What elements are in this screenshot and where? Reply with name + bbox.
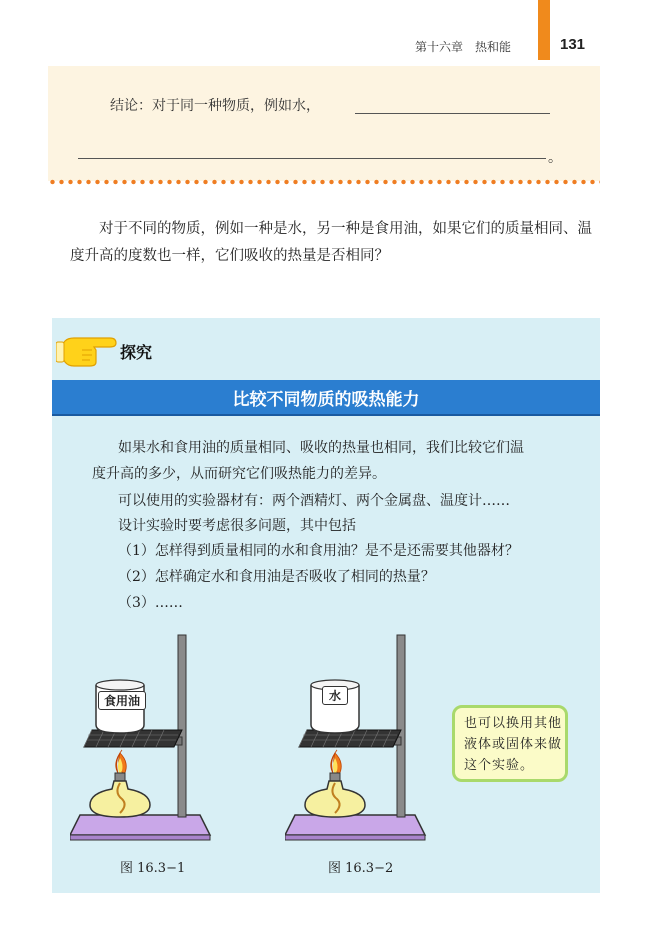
dotted-divider: [48, 178, 600, 186]
question-1: （1）怎样得到质量相同的水和食用油？是不是还需要其他器材？: [118, 543, 519, 559]
design-text: 设计实验时要考虑很多问题，其中包括: [118, 518, 356, 534]
conclusion-box: [48, 66, 600, 181]
question-2: （2）怎样确定水和食用油是否吸收了相同的热量？: [118, 569, 435, 585]
pointing-hand-icon: [56, 330, 118, 370]
explore-text-line: 如果水和食用油的质量相同、吸收的热量也相同，我们比较它们温: [118, 440, 524, 456]
question-3: （3）……: [118, 595, 183, 611]
beaker-label-oil: 食用油: [98, 691, 146, 710]
explore-text-line: 度升高的多少，从而研究它们吸热能力的差异。: [92, 466, 386, 482]
body-paragraph: 对于不同的物质，例如一种是水，另一种是食用油，如果它们的质量相同、温度升高的度数也一样，它们吸收的热量是否相同？: [70, 221, 592, 264]
figure-caption-1: 图 16.3−1: [120, 861, 186, 876]
explore-label: 探究: [120, 343, 153, 362]
equipment-text: 可以使用的实验器材有：两个酒精灯、两个金属盘、温度计……: [118, 493, 510, 509]
figure-caption-2: 图 16.3−2: [328, 861, 394, 876]
answer-line-2[interactable]: [78, 158, 546, 159]
side-note-text: 也可以换用其他液体或固体来做这个实验。: [464, 716, 563, 773]
page-number: 131: [560, 36, 586, 53]
figure-oil-heating: [70, 625, 230, 845]
header-accent-bar: [538, 0, 550, 60]
chapter-title: 第十六章 热和能: [415, 40, 512, 54]
answer-line-1[interactable]: [355, 113, 550, 114]
conclusion-period: 。: [548, 150, 562, 166]
conclusion-text: 结论：对于同一种物质，例如水，: [110, 98, 320, 114]
beaker-label-water: 水: [322, 686, 348, 705]
figure-water-heating: [285, 625, 445, 845]
explore-title: 比较不同物质的吸热能力: [232, 390, 420, 410]
